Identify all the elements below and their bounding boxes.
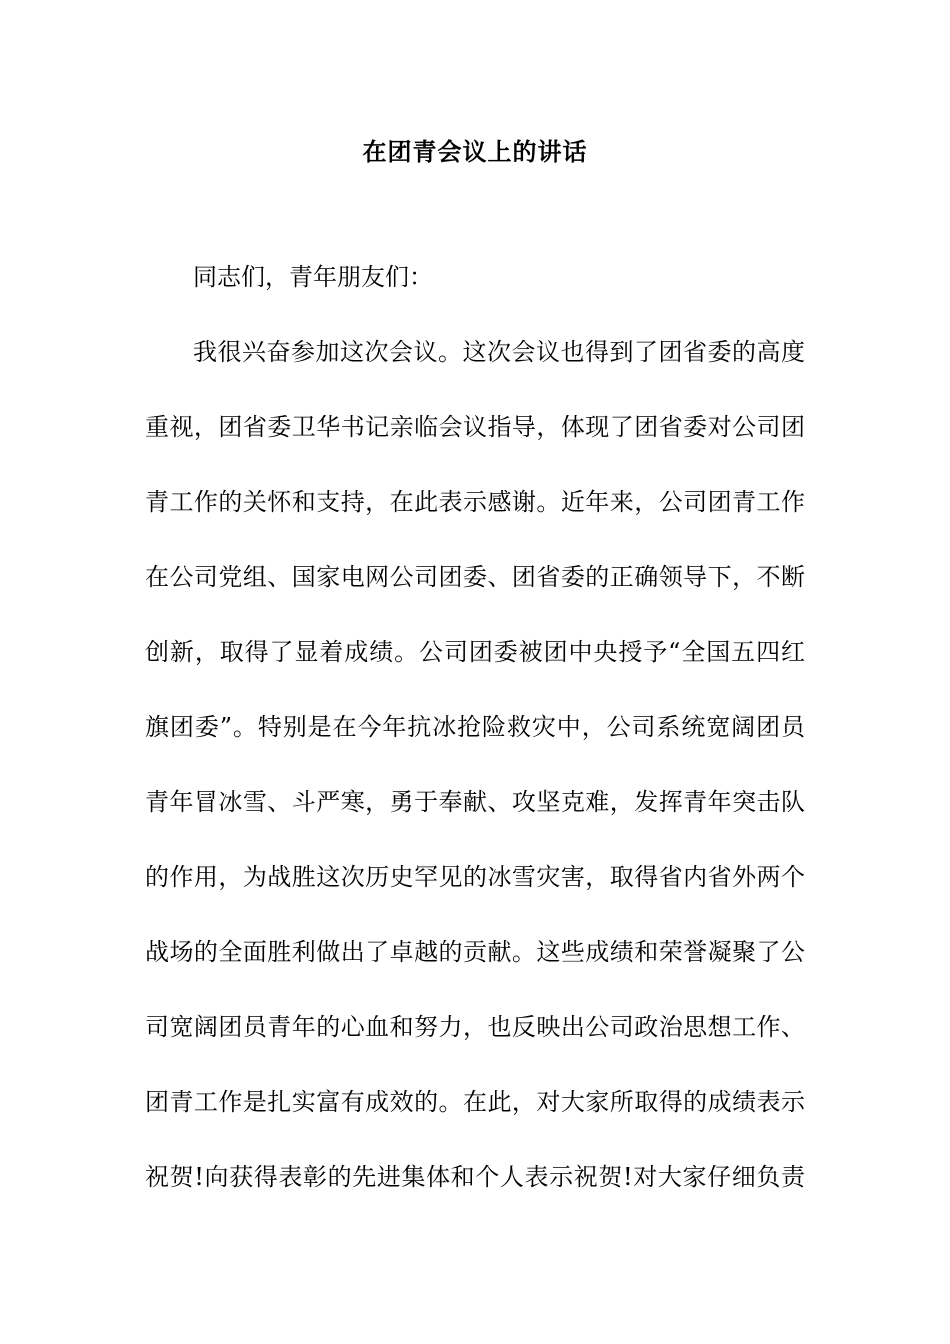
paragraph-line: 青工作的关怀和支持，在此表示感谢。近年来，公司团青工作: [145, 488, 805, 516]
document-title: 在团青会议上的讲话: [362, 137, 588, 166]
paragraph-line: 重视，团省委卫华书记亲临会议指导，体现了团省委对公司团: [145, 413, 805, 441]
paragraph-line: 祝贺!向获得表彰的先进集体和个人表示祝贺!对大家仔细负责: [145, 1163, 805, 1191]
paragraph-line: 青年冒冰雪、斗严寒，勇于奉献、攻坚克难，发挥青年突击队: [145, 788, 805, 816]
paragraph-line: 创新，取得了显着成绩。公司团委被团中央授予“全国五四红: [145, 638, 805, 666]
paragraph-line: 团青工作是扎实富有成效的。在此，对大家所取得的成绩表示: [145, 1088, 805, 1116]
paragraph-line: 战场的全面胜利做出了卓越的贡献。这些成绩和荣誉凝聚了公: [145, 938, 805, 966]
paragraph-line: 旗团委”。特别是在今年抗冰抢险救灾中，公司系统宽阔团员: [145, 713, 805, 741]
greeting-line: 同志们，青年朋友们：: [193, 263, 433, 291]
paragraph-line: 我很兴奋参加这次会议。这次会议也得到了团省委的高度: [193, 338, 805, 366]
paragraph-line: 在公司党组、国家电网公司团委、团省委的正确领导下，不断: [145, 563, 805, 591]
paragraph-line: 的作用，为战胜这次历史罕见的冰雪灾害，取得省内省外两个: [145, 863, 805, 891]
paragraph-line: 司宽阔团员青年的心血和努力，也反映出公司政治思想工作、: [145, 1013, 805, 1041]
